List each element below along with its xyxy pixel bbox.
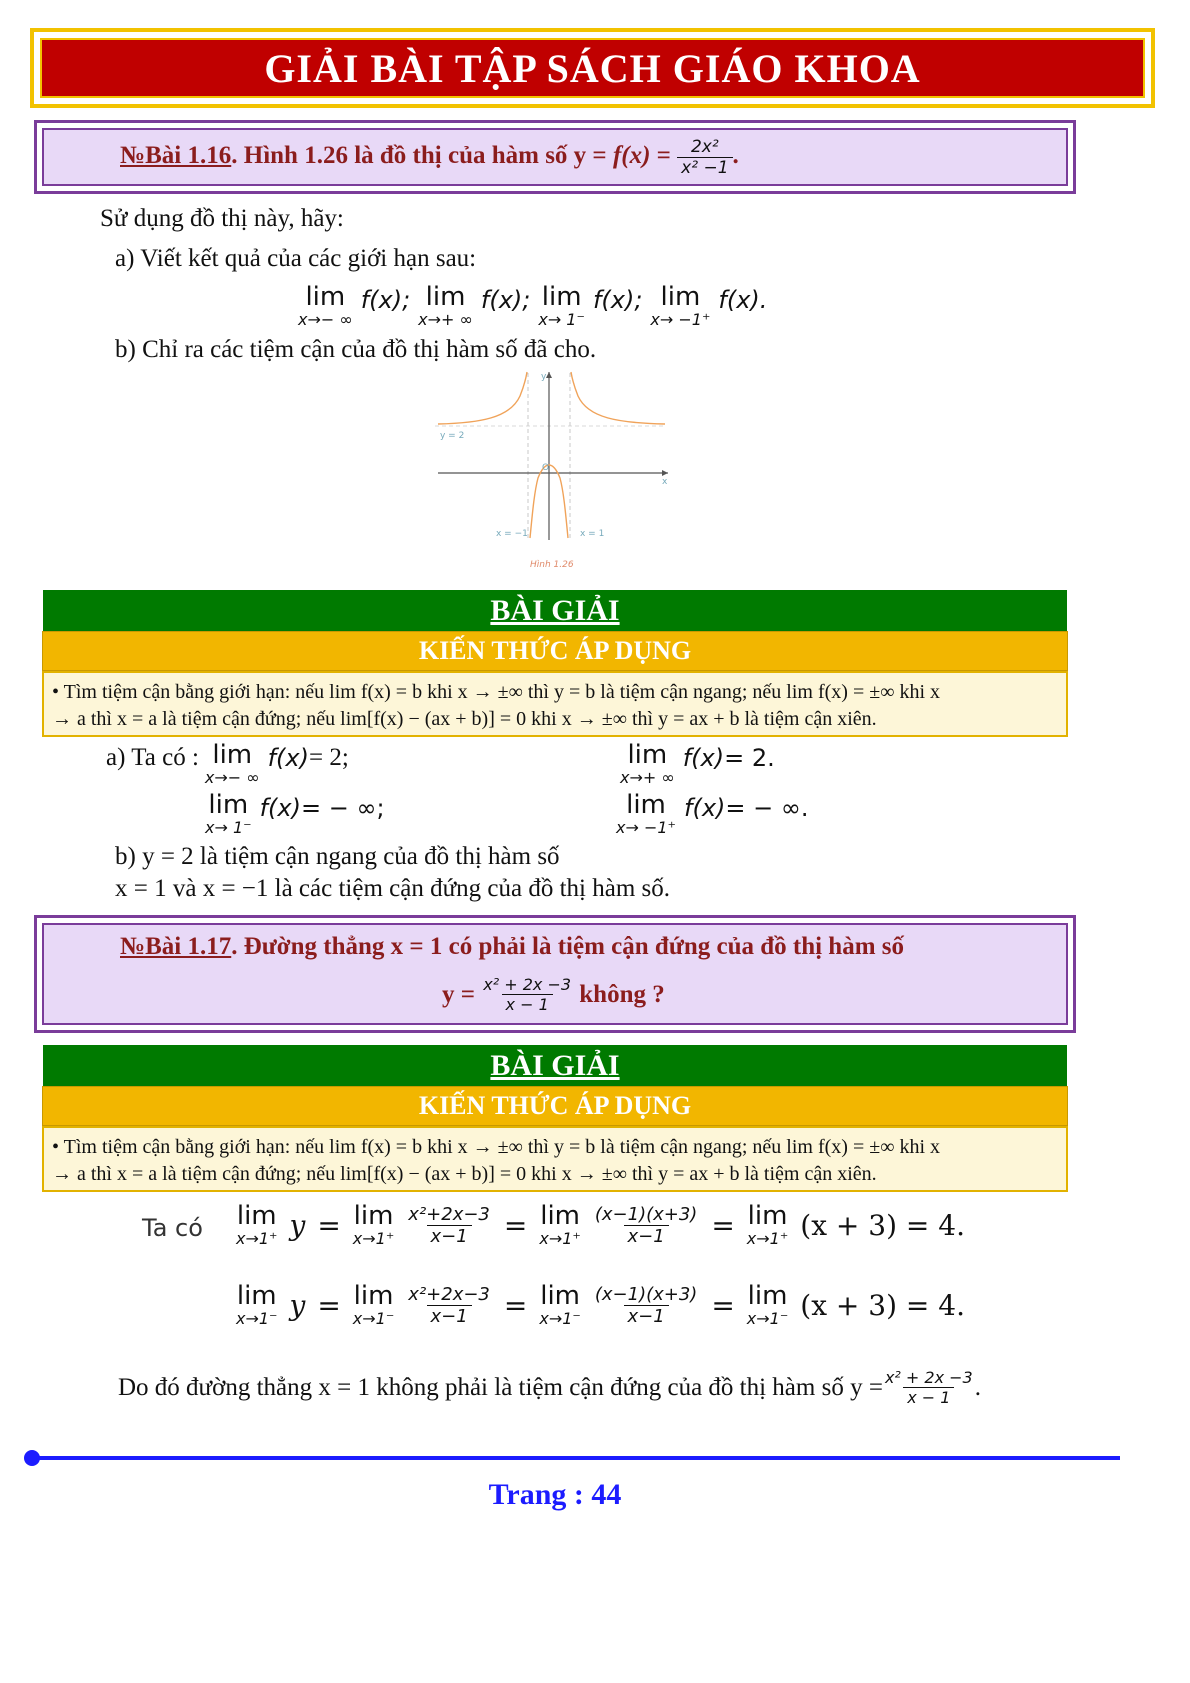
chain-eq: =	[317, 1288, 341, 1322]
chain-eq: =	[711, 1208, 735, 1242]
result-value: = 2.	[724, 744, 775, 772]
question-eq: =	[650, 141, 678, 169]
fraction-denominator: x − 1	[903, 1387, 954, 1407]
conclusion-fraction	[883, 1368, 975, 1407]
question-fraction	[677, 137, 732, 178]
solution-header-1	[43, 590, 1067, 632]
axis-y-label: y	[541, 372, 547, 382]
limit-item: lim x→ −1⁺	[650, 282, 711, 329]
question-formula-line	[442, 975, 665, 1014]
question-text: . Hình 1.26 là đồ thị của hàm số y =	[231, 141, 613, 169]
chain-result: (x + 3) = 4.	[800, 1208, 965, 1242]
chain-y: y	[289, 1208, 306, 1242]
result-expr: f(x)	[267, 744, 309, 772]
result-limit: lim x→ −1⁺	[616, 790, 676, 837]
header-inner	[40, 38, 1145, 98]
question-text: . Đường thẳng x = 1 có phải là tiệm cận đứng của đồ thị hàm số	[231, 933, 905, 960]
part-b-line: b) Chỉ ra các tiệm cận của đồ thị hàm số đã cho.	[115, 336, 597, 363]
question-y-eq: y =	[442, 980, 482, 1008]
instruction-line: Sử dụng đồ thị này, hãy:	[100, 205, 344, 232]
result-row-4	[616, 792, 809, 836]
label-x1: x = 1	[580, 529, 605, 539]
part-b-answer-1: b) y = 2 là tiệm cận ngang của đồ thị hàm số	[115, 843, 560, 870]
result-limit: lim x→+ ∞	[620, 740, 675, 787]
chain-limit: lim x→1⁺	[236, 1201, 278, 1248]
chain-eq: =	[317, 1208, 341, 1242]
result-row-1	[106, 742, 349, 786]
result-row-2	[620, 742, 775, 786]
chain-limit: lim x→1⁻	[746, 1281, 789, 1328]
footer-dot-icon	[24, 1450, 40, 1466]
fraction-numerator: 2x²	[690, 136, 719, 157]
question-box-inner	[42, 923, 1068, 1025]
chain-limit: lim x→1⁻	[236, 1281, 278, 1328]
question-box-1-16	[34, 120, 1076, 194]
question-text-line	[120, 933, 904, 961]
page-number: Trang : 44	[488, 1478, 622, 1511]
part-b-answer-2: x = 1 và x = −1 là các tiệm cận đứng của đồ thị hàm số.	[115, 875, 671, 902]
chain-eq: =	[503, 1288, 528, 1322]
part-a-line: a) Viết kết quả của các giới hạn sau:	[115, 245, 477, 272]
limit-chain-row	[236, 1283, 965, 1327]
result-limit: lim x→− ∞	[204, 740, 260, 787]
question-label: №Bài 1.17	[120, 933, 232, 960]
question-fraction	[481, 975, 573, 1014]
fraction-numerator: x² + 2x −3	[884, 1368, 973, 1387]
label-y2: y = 2	[440, 431, 465, 441]
figure-caption: Hình 1.26	[530, 560, 574, 570]
chain-limit: lim x→1⁻	[352, 1281, 395, 1328]
label-xm1: x = −1	[496, 529, 528, 539]
solution-title: BÀI GIẢI	[490, 1049, 620, 1082]
conclusion-text: Do đó đường thẳng x = 1 không phải là tiệm cận đứng của đồ thị hàm số y =	[118, 1373, 883, 1401]
header-banner	[30, 28, 1155, 108]
question-box-1-17	[34, 915, 1076, 1033]
knowledge-text-2: → a thì x = a là tiệm cận đứng; nếu lim[f(x) − (ax + b)] = 0 khi x → ±∞ thì y = ax + b là tiệm cận xiên.	[52, 1163, 877, 1185]
limit-expr: f(x).	[718, 286, 768, 314]
chain-eq: =	[711, 1288, 735, 1322]
part-a-prefix: a) Ta có :	[106, 744, 199, 771]
origin-label: O	[542, 463, 550, 473]
question-box-inner	[42, 128, 1068, 186]
result-value: = 2;	[308, 744, 349, 771]
curve-right	[571, 372, 665, 424]
knowledge-box-1	[42, 671, 1068, 737]
chain-limit: lim x→1⁻	[539, 1281, 581, 1328]
solution-header-2	[43, 1045, 1067, 1087]
graph-figure	[430, 368, 680, 573]
fraction-denominator: x − 1	[502, 994, 553, 1014]
result-value: = − ∞.	[725, 794, 809, 822]
result-value: = − ∞;	[300, 794, 385, 822]
question-label: №Bài 1.16	[120, 141, 232, 169]
knowledge-text-1: • Tìm tiệm cận bằng giới hạn: nếu lim f(x) = b khi x → ±∞ thì y = b là tiệm cận ngang; nếu lim f(x) = ±∞ khi x	[52, 1136, 941, 1158]
conclusion-dot: .	[974, 1373, 981, 1401]
knowledge-title: KIẾN THỨC ÁP DỤNG	[418, 1091, 692, 1120]
limit-expr: f(x);	[480, 286, 531, 314]
axis-x-label: x	[662, 477, 668, 487]
limit-item: lim x→ 1⁻	[538, 282, 585, 329]
fraction-denominator: x² −1	[677, 157, 732, 178]
result-expr: f(x)	[684, 794, 726, 822]
question-dot: .	[732, 141, 739, 169]
chain-y: y	[289, 1288, 306, 1322]
chain-eq: =	[503, 1208, 528, 1242]
chain-result: (x + 3) = 4.	[800, 1288, 965, 1322]
curve-left	[438, 372, 527, 424]
chain-fraction-1: $\frac{\text{x²+2x−3}}{x-1}$	[408, 1203, 490, 1247]
knowledge-box-2	[42, 1126, 1068, 1192]
result-limit: lim x→ 1⁻	[205, 790, 252, 837]
limit-item: lim x→+ ∞	[418, 282, 473, 329]
chain-limit: lim x→1⁺	[352, 1201, 395, 1248]
limits-row	[298, 284, 767, 328]
knowledge-text-1: • Tìm tiệm cận bằng giới hạn: nếu lim f(x) = b khi x → ±∞ thì y = b là tiệm cận ngang; nếu lim f(x) = ±∞ khi x	[52, 681, 941, 703]
page-title: GIẢI BÀI TẬP SÁCH GIÁO KHOA	[264, 45, 921, 91]
chain-fraction-2: $\frac{(x-1)(x+3)}{x-1}$	[594, 1203, 698, 1247]
chain-fraction-1: $\frac{\text{x²+2x−3}}{x-1}$	[408, 1283, 490, 1327]
solution-title: BÀI GIẢI	[490, 594, 620, 627]
question-tail: không ?	[573, 980, 665, 1008]
limit-expr: f(x);	[592, 286, 643, 314]
knowledge-header-1	[42, 631, 1068, 671]
fraction-numerator: x² + 2x −3	[483, 975, 572, 994]
footer-divider	[30, 1456, 1120, 1460]
chain-limit: lim x→1⁺	[539, 1201, 581, 1248]
knowledge-header-2	[42, 1086, 1068, 1126]
chain-limit: lim x→1⁺	[746, 1201, 789, 1248]
conclusion-line	[118, 1368, 981, 1407]
result-expr: f(x)	[259, 794, 301, 822]
limit-item: lim x→− ∞	[298, 282, 353, 329]
ta-co-label: Ta có	[142, 1214, 203, 1242]
chain-fraction-2: $\frac{(x-1)(x+3)}{x-1}$	[594, 1283, 698, 1327]
result-expr: f(x)	[682, 744, 725, 772]
result-row-3	[205, 792, 385, 836]
limit-expr: f(x);	[360, 286, 411, 314]
knowledge-title: KIẾN THỨC ÁP DỤNG	[418, 636, 692, 665]
question-fx: f(x)	[612, 141, 651, 169]
knowledge-text-2: → a thì x = a là tiệm cận đứng; nếu lim[f(x) − (ax + b)] = 0 khi x → ±∞ thì y = ax + b là tiệm cận xiên.	[52, 708, 877, 730]
limit-chain-row	[236, 1203, 965, 1247]
